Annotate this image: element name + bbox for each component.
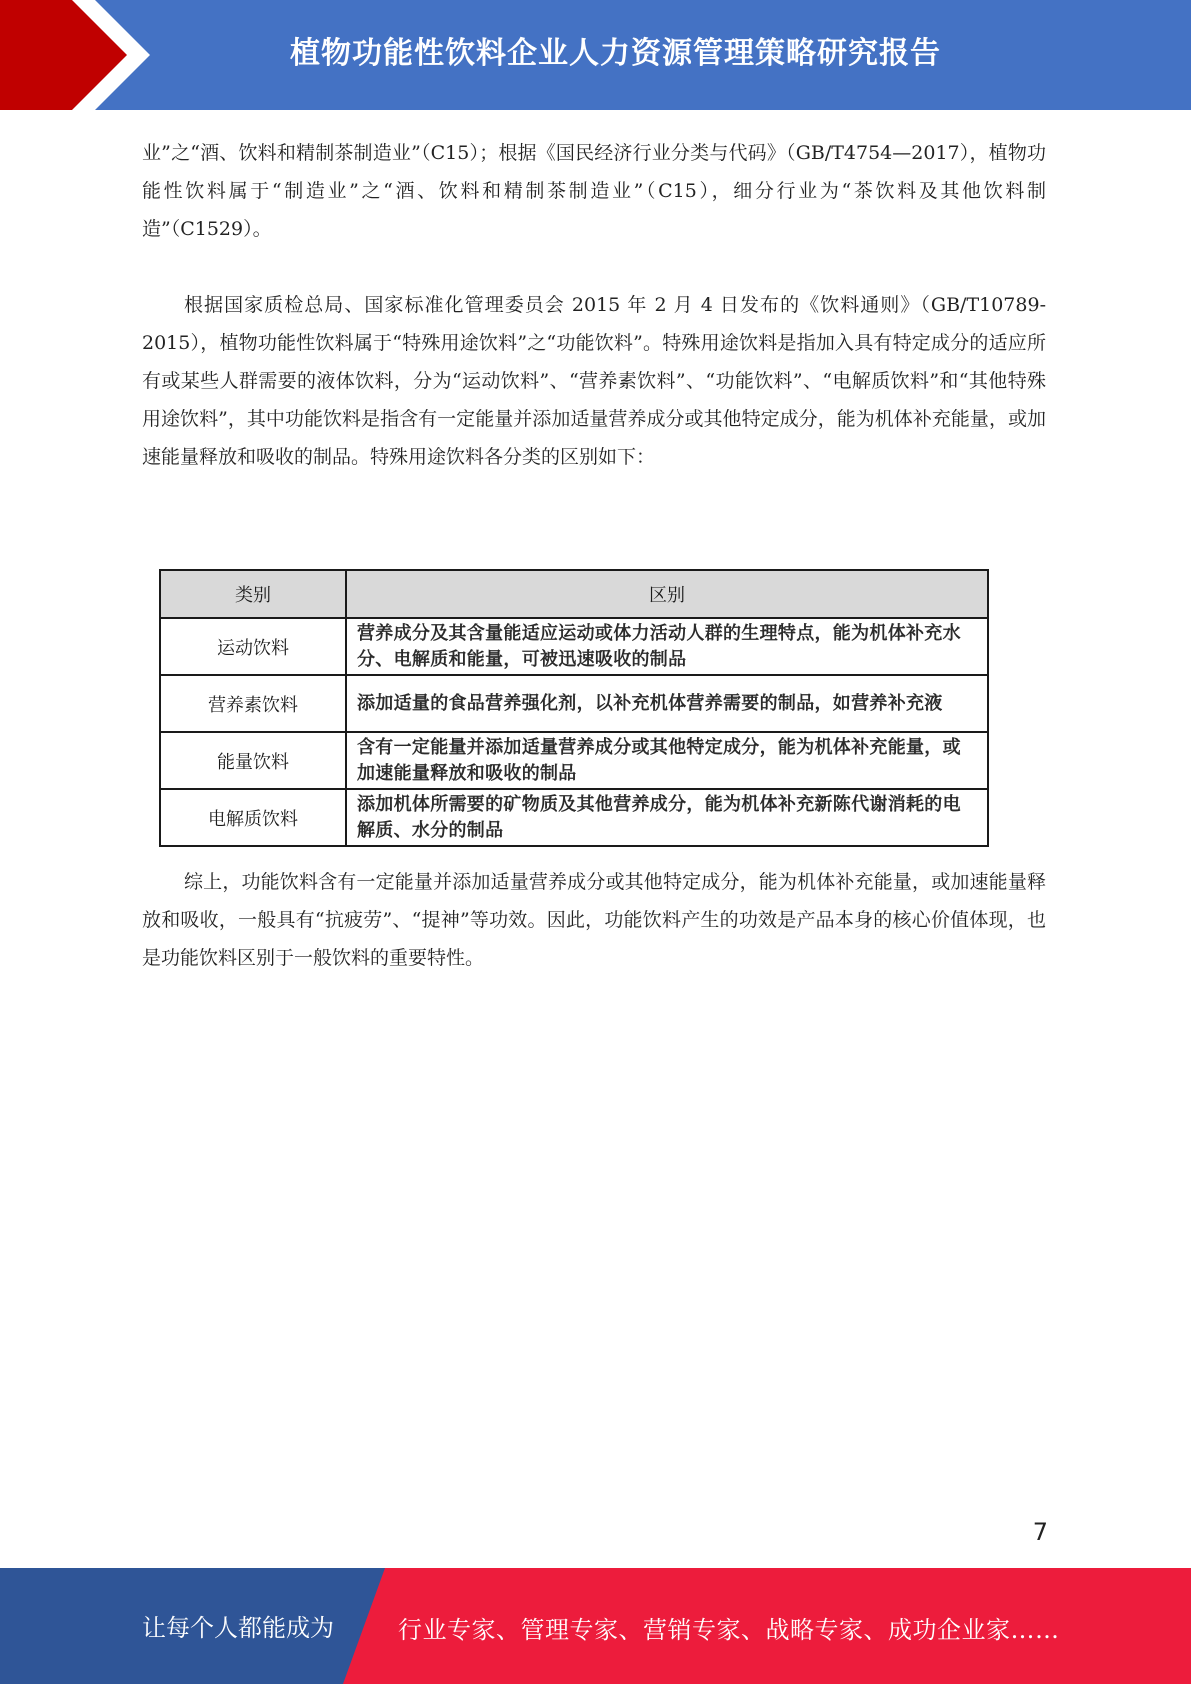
document-body	[142, 134, 1046, 476]
page-header	[0, 0, 1191, 110]
category-cell: 营养素饮料	[160, 675, 346, 732]
page-number: 7	[1032, 1518, 1048, 1546]
category-cell: 运动饮料	[160, 618, 346, 675]
page-footer	[0, 1568, 1191, 1684]
table-row	[160, 675, 988, 732]
difference-cell: 含有一定能量并添加适量营养成分或其他特定成分，能为机体补充能量，或加速能量释放和吸收的制品	[346, 732, 988, 789]
footer-slogan-left: 让每个人都能成为	[142, 1614, 334, 1642]
category-cell: 能量饮料	[160, 732, 346, 789]
report-title: 植物功能性饮料企业人力资源管理策略研究报告	[290, 36, 941, 71]
table-row	[160, 618, 988, 675]
footer-slogan-right: 行业专家、管理专家、营销专家、战略专家、成功企业家……	[398, 1616, 1060, 1644]
paragraph-industry-classification: 业”之“酒、饮料和精制茶制造业”（C15）；根据《国民经济行业分类与代码》（GB/T4754—2017），植物功能性饮料属于“制造业”之“酒、饮料和精制茶制造业”（C15），细分行业为“茶饮料及其他饮料制造”（C1529）。	[142, 142, 1046, 240]
beverage-category-table	[159, 569, 989, 847]
category-cell: 电解质饮料	[160, 789, 346, 846]
difference-cell: 添加适量的食品营养强化剂，以补充机体营养需要的制品，如营养补充液	[346, 675, 988, 732]
difference-cell: 添加机体所需要的矿物质及其他营养成分，能为机体补充新陈代谢消耗的电解质、水分的制品	[346, 789, 988, 846]
table-row	[160, 789, 988, 846]
column-header-category: 类别	[160, 570, 346, 618]
table-row	[160, 732, 988, 789]
difference-table	[159, 569, 989, 847]
paragraph-summary: 综上，功能饮料含有一定能量并添加适量营养成分或其他特定成分，能为机体补充能量，或加速能量释放和吸收，一般具有“抗疲劳”、“提神”等功效。因此，功能饮料产生的功效是产品本身的核心价值体现，也是功能饮料区别于一般饮料的重要特性。	[142, 871, 1046, 969]
difference-cell: 营养成分及其含量能适应运动或体力活动人群的生理特点，能为机体补充水分、电解质和能量，可被迅速吸收的制品	[346, 618, 988, 675]
table-header-row	[160, 570, 988, 618]
summary-section	[142, 863, 1046, 977]
column-header-difference: 区别	[346, 570, 988, 618]
paragraph-beverage-standard: 根据国家质检总局、国家标准化管理委员会 2015 年 2 月 4 日发布的《饮料通则》（GB/T10789-2015），植物功能性饮料属于“特殊用途饮料”之“功能饮料”。特殊用途饮料是指加入具有特定成分的适应所有或某些人群需要的液体饮料，分为“运动饮料”、“营养素饮料”、“功能饮料”、“电解质饮料”和“其他特殊用途饮料”，其中功能饮料是指含有一定能量并添加适量营养成分或其他特定成分，能为机体补充能量，或加速能量释放和吸收的制品。特殊用途饮料各分类的区别如下：	[142, 294, 1046, 468]
